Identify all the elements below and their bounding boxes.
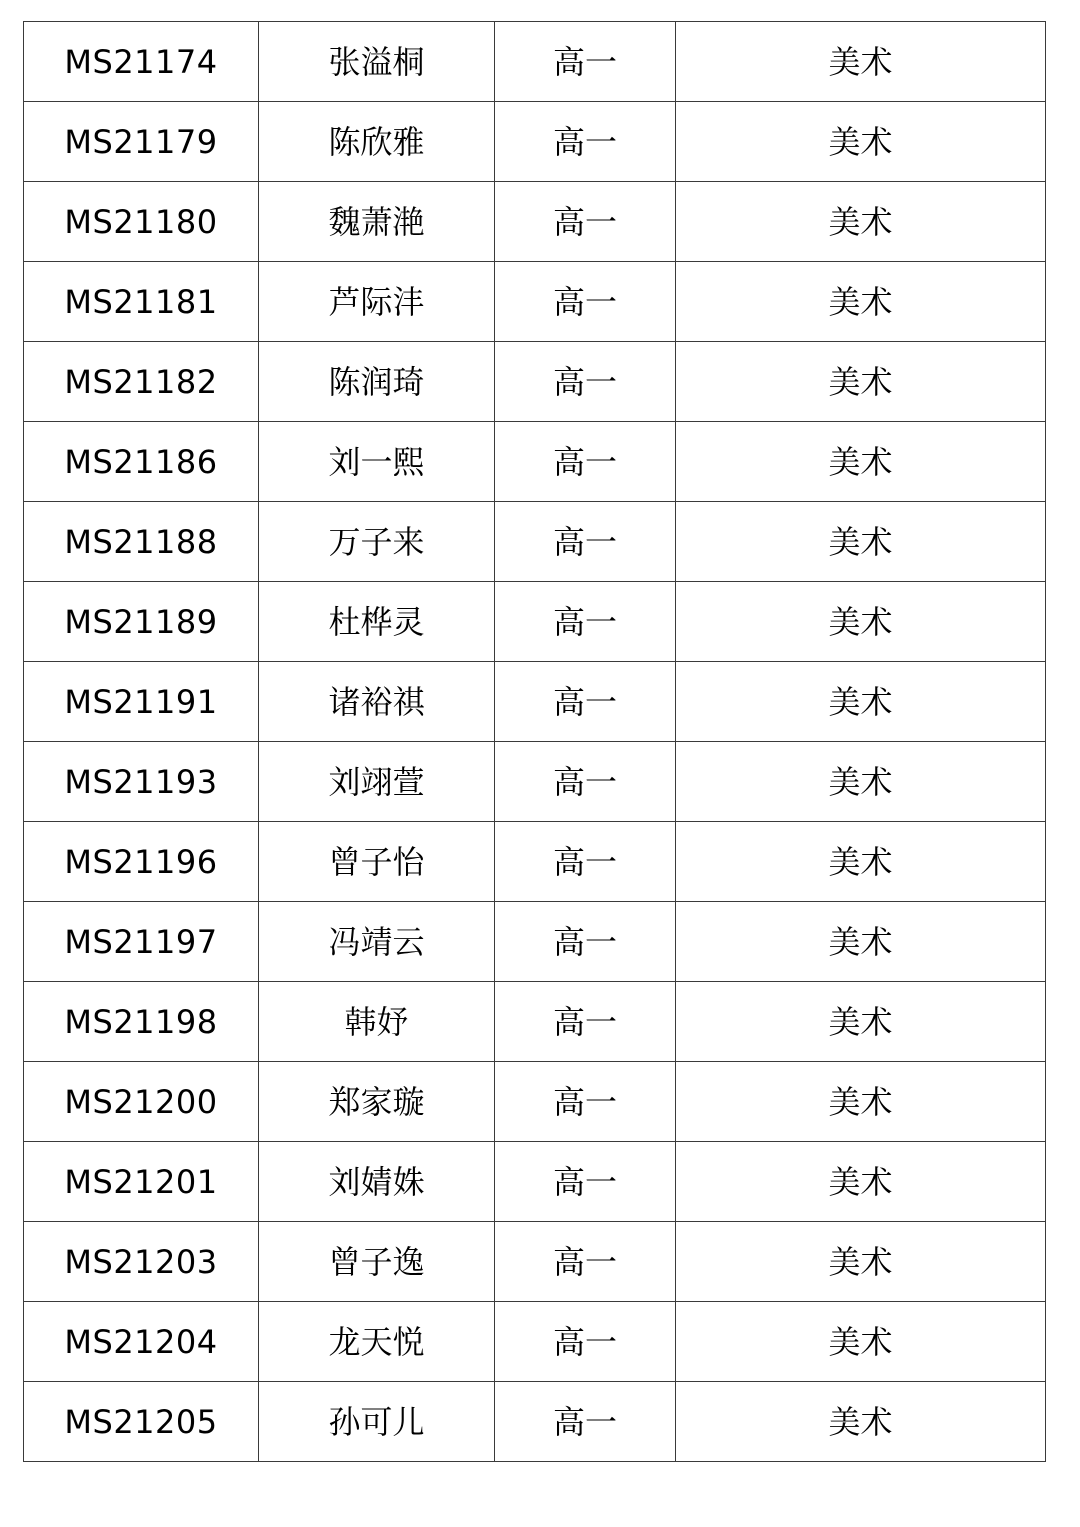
table-row — [24, 742, 1046, 822]
subject-cell: 美术 — [676, 582, 1046, 662]
table-row — [24, 102, 1046, 182]
student-id-cell: MS21196 — [24, 822, 259, 902]
table-row — [24, 262, 1046, 342]
student-name-cell: 陈润琦 — [259, 342, 495, 422]
student-id-cell: MS21180 — [24, 182, 259, 262]
grade-cell: 高一 — [495, 1222, 676, 1302]
table-row — [24, 1222, 1046, 1302]
student-id-cell: MS21181 — [24, 262, 259, 342]
student-id-cell: MS21193 — [24, 742, 259, 822]
student-name-cell: 曾子逸 — [259, 1222, 495, 1302]
grade-cell: 高一 — [495, 902, 676, 982]
table-row — [24, 1142, 1046, 1222]
grade-cell: 高一 — [495, 662, 676, 742]
table-row — [24, 342, 1046, 422]
table-row — [24, 662, 1046, 742]
table-row — [24, 1382, 1046, 1462]
subject-cell: 美术 — [676, 102, 1046, 182]
subject-cell: 美术 — [676, 22, 1046, 102]
subject-cell: 美术 — [676, 1062, 1046, 1142]
table-row — [24, 502, 1046, 582]
grade-cell: 高一 — [495, 102, 676, 182]
subject-cell: 美术 — [676, 662, 1046, 742]
student-name-cell: 芦际沣 — [259, 262, 495, 342]
student-id-cell: MS21204 — [24, 1302, 259, 1382]
student-name-cell: 魏萧滟 — [259, 182, 495, 262]
table-row — [24, 182, 1046, 262]
table-row — [24, 22, 1046, 102]
student-name-cell: 冯靖云 — [259, 902, 495, 982]
student-name-cell: 刘一熙 — [259, 422, 495, 502]
subject-cell: 美术 — [676, 1222, 1046, 1302]
subject-cell: 美术 — [676, 742, 1046, 822]
grade-cell: 高一 — [495, 422, 676, 502]
student-id-cell: MS21197 — [24, 902, 259, 982]
student-id-cell: MS21188 — [24, 502, 259, 582]
grade-cell: 高一 — [495, 582, 676, 662]
student-id-cell: MS21200 — [24, 1062, 259, 1142]
subject-cell: 美术 — [676, 1302, 1046, 1382]
student-id-cell: MS21174 — [24, 22, 259, 102]
table-row — [24, 902, 1046, 982]
table-row — [24, 982, 1046, 1062]
student-name-cell: 曾子怡 — [259, 822, 495, 902]
student-id-cell: MS21203 — [24, 1222, 259, 1302]
grade-cell: 高一 — [495, 1302, 676, 1382]
student-id-cell: MS21179 — [24, 102, 259, 182]
student-name-cell: 龙天悦 — [259, 1302, 495, 1382]
student-name-cell: 诸裕祺 — [259, 662, 495, 742]
table-row — [24, 582, 1046, 662]
student-id-cell: MS21198 — [24, 982, 259, 1062]
grade-cell: 高一 — [495, 262, 676, 342]
grade-cell: 高一 — [495, 982, 676, 1062]
grade-cell: 高一 — [495, 22, 676, 102]
student-id-cell: MS21205 — [24, 1382, 259, 1462]
subject-cell: 美术 — [676, 262, 1046, 342]
student-name-cell: 孙可儿 — [259, 1382, 495, 1462]
grade-cell: 高一 — [495, 502, 676, 582]
subject-cell: 美术 — [676, 902, 1046, 982]
subject-cell: 美术 — [676, 182, 1046, 262]
grade-cell: 高一 — [495, 742, 676, 822]
student-name-cell: 郑家璇 — [259, 1062, 495, 1142]
student-name-cell: 张溢桐 — [259, 22, 495, 102]
grade-cell: 高一 — [495, 1142, 676, 1222]
student-id-cell: MS21186 — [24, 422, 259, 502]
grade-cell: 高一 — [495, 1062, 676, 1142]
subject-cell: 美术 — [676, 822, 1046, 902]
table-row — [24, 1302, 1046, 1382]
student-table — [23, 21, 1046, 1462]
subject-cell: 美术 — [676, 422, 1046, 502]
student-id-cell: MS21182 — [24, 342, 259, 422]
student-name-cell: 陈欣雅 — [259, 102, 495, 182]
subject-cell: 美术 — [676, 1382, 1046, 1462]
subject-cell: 美术 — [676, 982, 1046, 1062]
student-name-cell: 万子来 — [259, 502, 495, 582]
table-row — [24, 422, 1046, 502]
student-name-cell: 杜桦灵 — [259, 582, 495, 662]
table-row — [24, 822, 1046, 902]
grade-cell: 高一 — [495, 182, 676, 262]
grade-cell: 高一 — [495, 822, 676, 902]
student-name-cell: 韩妤 — [259, 982, 495, 1062]
subject-cell: 美术 — [676, 342, 1046, 422]
subject-cell: 美术 — [676, 1142, 1046, 1222]
grade-cell: 高一 — [495, 1382, 676, 1462]
student-name-cell: 刘婧姝 — [259, 1142, 495, 1222]
student-id-cell: MS21189 — [24, 582, 259, 662]
student-id-cell: MS21191 — [24, 662, 259, 742]
student-table-body — [24, 22, 1046, 1462]
grade-cell: 高一 — [495, 342, 676, 422]
student-name-cell: 刘翊萱 — [259, 742, 495, 822]
student-id-cell: MS21201 — [24, 1142, 259, 1222]
table-row — [24, 1062, 1046, 1142]
subject-cell: 美术 — [676, 502, 1046, 582]
